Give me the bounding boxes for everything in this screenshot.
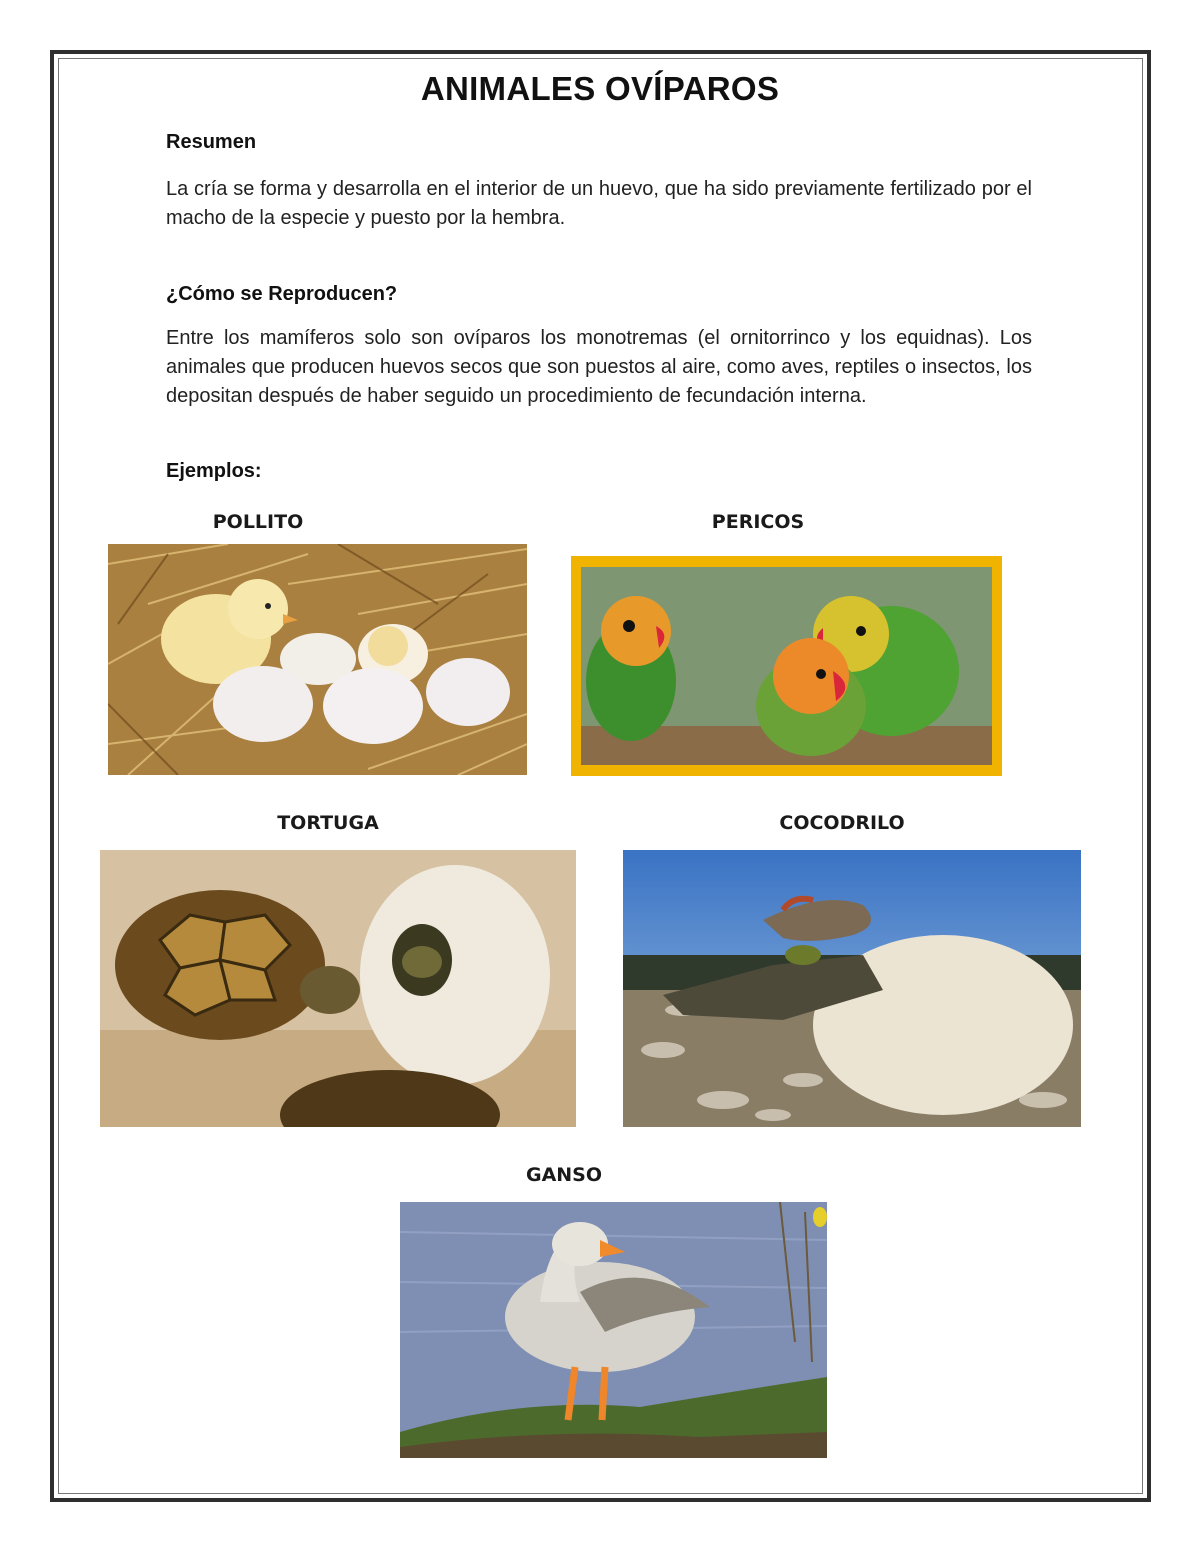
- crocodile-photo: [623, 850, 1081, 1127]
- example-label-ganso: GANSO: [525, 1164, 603, 1186]
- examples-heading: Ejemplos:: [166, 460, 262, 482]
- chick-photo: [108, 544, 527, 775]
- section-heading-resumen: Resumen: [166, 131, 257, 153]
- section-heading-reproduccion: ¿Cómo se Reproducen?: [166, 283, 398, 305]
- parrots-photo: [571, 556, 1002, 776]
- example-label-pericos: PERICOS: [711, 511, 805, 533]
- example-label-tortuga: TORTUGA: [277, 812, 379, 834]
- example-label-cocodrilo: COCODRILO: [779, 812, 905, 834]
- section-body-reproduccion: Entre los mamíferos solo son ovíparos los monotremas (el ornitorrinco y los equidnas). Los animales que producen huevos secos que son puestos al aire, como aves, reptiles o insectos, los depositan después de haber seguido un procedimiento de fecundación interna.: [166, 327, 1032, 407]
- example-label-pollito: POLLITO: [212, 511, 304, 533]
- page-title: ANIMALES OVÍPAROS: [420, 70, 780, 107]
- section-body-resumen: La cría se forma y desarrolla en el interior de un huevo, que ha sido previamente fertilizado por el macho de la especie y puesto por la hembra.: [166, 178, 1032, 229]
- goose-photo: [400, 1202, 827, 1458]
- turtle-photo: [100, 850, 576, 1127]
